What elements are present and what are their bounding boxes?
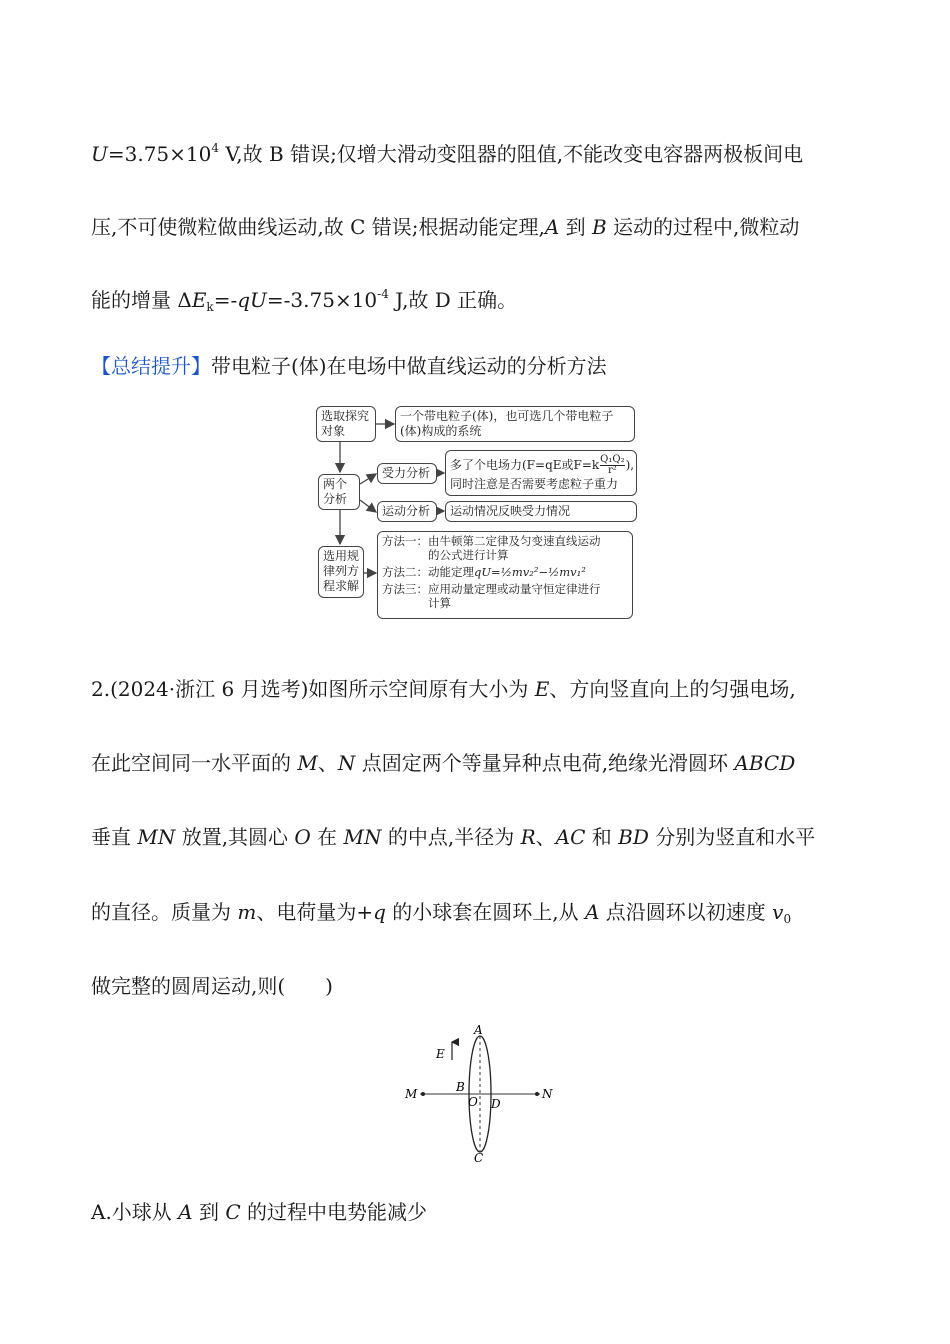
force-analysis-box: 受力分析 — [377, 463, 437, 484]
object-desc-box: 一个带电粒子(体)，也可选几个带电粒子 (体)构成的系统 — [395, 406, 635, 442]
choose-law-box: 选用规 律列方 程求解 — [318, 546, 364, 598]
solution-line-2: 压,不可使微粒做曲线运动,故 C 错误;根据动能定理,A 到 B 运动的过程中,微粒动 — [91, 215, 800, 239]
force-desc-box: 多了个电场力(F=qE或F=k Q₁Q₂ r² ), 同时注意是否需要考虑粒子重力 — [445, 450, 637, 496]
label-A: A — [474, 1023, 483, 1037]
var-U: U — [91, 142, 108, 166]
two-analysis-box: 两个 分析 — [318, 474, 360, 510]
force-fraction: Q₁Q₂ r² — [600, 453, 625, 476]
select-object-box: 选取探究 对象 — [316, 406, 376, 442]
question2-line-2: 在此空间同一水平面的 M、N 点固定两个等量异种点电荷,绝缘光滑圆环 ABCD — [91, 751, 796, 775]
label-N: N — [542, 1087, 553, 1101]
label-D: D — [491, 1097, 501, 1111]
motion-analysis-box: 运动分析 — [377, 501, 437, 522]
charge-N — [535, 1092, 539, 1096]
question2-line-5: 做完整的圆周运动,则( ) — [91, 974, 333, 998]
flowchart — [0, 0, 950, 640]
motion-desc-box: 运动情况反映受力情况 — [445, 501, 637, 522]
ring-abcd — [469, 1036, 491, 1152]
charge-M — [421, 1092, 425, 1096]
label-O: O — [468, 1095, 478, 1109]
option-a: A.小球从 A 到 C 的过程中电势能减少 — [91, 1200, 428, 1224]
summary-title: 带电粒子(体)在电场中做直线运动的分析方法 — [211, 354, 607, 378]
question2-line-1: 2.(2024·浙江 6 月选考)如图所示空间原有大小为 E、方向竖直向上的匀强电场, — [91, 677, 796, 701]
label-E: E — [436, 1047, 445, 1061]
methods-box: 方法一：由牛顿第二定律及匀变速直线运动 的公式进行计算 方法二：动能定理qU=½mv₂²−½mv₁² 方法三：应用动量定理或动量守恒定律进行 计算 — [377, 531, 633, 619]
solution-line-1: $U=3.75\times 10^4$ V,故 B 错误;仅增大滑动变阻器的阻值,不能改变电容器两极板间电 — [91, 141, 804, 166]
solution-line-3: 能的增量 $\Delta E_k=-qU=-3.75\times 10^{-4}$ J,故 D 正确。 — [91, 287, 518, 314]
question2-line-3: 垂直 MN 放置,其圆心 O 在 MN 的中点,半径为 R、AC 和 BD 分别为竖直和水平 — [91, 825, 816, 849]
label-M: M — [405, 1087, 418, 1101]
label-C: C — [474, 1151, 484, 1165]
method2-formula: qU=½mv₂²−½mv₁² — [474, 565, 586, 579]
question2-line-4: 的直径。质量为 m、电荷量为+q 的小球套在圆环上,从 A 点沿圆环以初速度 $v_0$ — [91, 900, 792, 926]
label-B: B — [456, 1080, 465, 1094]
summary-tag: 【总结提升】 — [91, 354, 211, 378]
